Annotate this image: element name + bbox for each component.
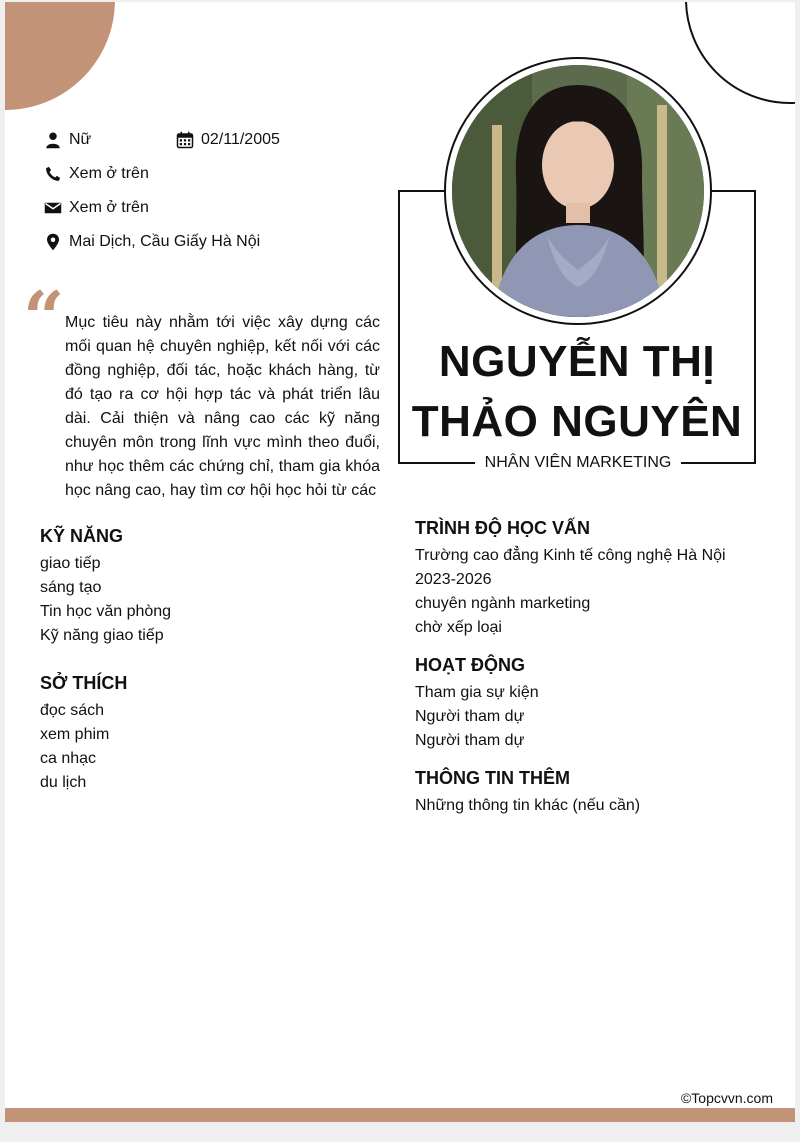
- resume-page: [5, 2, 795, 1122]
- extra-info-list: [415, 794, 640, 818]
- list-item: Người tham dự: [415, 732, 525, 749]
- list-item: chờ xếp loại: [415, 619, 502, 636]
- gender-value: Nữ: [69, 131, 92, 148]
- phone-row: [43, 164, 149, 184]
- hobbies-heading: SỞ THÍCH: [40, 673, 128, 693]
- list-item: Tin học văn phòng: [40, 603, 172, 620]
- name-line-1: NGUYỄN THỊ: [438, 337, 716, 386]
- address-row: [43, 232, 260, 252]
- list-item: chuyên ngành marketing: [415, 595, 591, 612]
- phone-icon: [43, 164, 63, 184]
- list-item: Trường cao đẳng Kinh tế công nghệ Hà Nội: [415, 547, 726, 564]
- list-item: Tham gia sự kiện: [415, 684, 539, 701]
- mail-icon: [43, 198, 63, 218]
- email-row: [43, 198, 149, 218]
- location-pin-icon: [43, 232, 63, 252]
- activities-heading: HOẠT ĐỘNG: [415, 655, 525, 675]
- list-item: ca nhạc: [40, 750, 97, 767]
- decorative-corner-ring: [685, 2, 795, 104]
- email-value: Xem ở trên: [69, 199, 149, 216]
- job-title: NHÂN VIÊN MARKETING: [475, 452, 681, 474]
- list-item: đọc sách: [40, 702, 105, 719]
- quote-icon: “: [23, 275, 65, 360]
- copyright-text: ©Topcvvn.com: [680, 1090, 773, 1106]
- address-value: Mai Dịch, Cầu Giấy Hà Nội: [69, 233, 261, 250]
- career-objective: Mục tiêu này nhằm tới việc xây dựng các mối quan hệ chuyên nghiệp, kết nối với các đồng nghiệp, đối tác, hoặc khách hàng, từ đó tạo ra cơ hội hợp tác và phát triển lâu dài. Cải thiện và nâng cao các kỹ năng chuyên môn trong lĩnh vực mình theo đuổi, như học thêm các chứng chỉ, tham gia khóa học nâng cao, hay tìm cơ hội học hỏi từ các: [65, 314, 380, 499]
- activities-list: [415, 681, 539, 753]
- decorative-corner-circle: [5, 2, 115, 110]
- list-item: du lịch: [40, 774, 87, 791]
- list-item: xem phim: [40, 726, 110, 743]
- person-icon: [43, 130, 63, 150]
- profile-photo: [452, 65, 704, 317]
- phone-value: Xem ở trên: [69, 165, 149, 182]
- bottom-accent-bar: [5, 1108, 795, 1122]
- education-list: [415, 544, 726, 640]
- extra-info-heading: THÔNG TIN THÊM: [415, 768, 570, 788]
- candidate-name: [400, 332, 754, 452]
- skills-list: [40, 552, 171, 648]
- education-heading: TRÌNH ĐỘ HỌC VẤN: [415, 518, 590, 538]
- dob-value: 02/11/2005: [201, 131, 280, 148]
- list-item: 2023-2026: [415, 571, 492, 588]
- calendar-icon: [175, 130, 195, 150]
- gender-row: [43, 130, 91, 150]
- list-item: Kỹ năng giao tiếp: [40, 627, 164, 644]
- list-item: sáng tạo: [40, 579, 102, 596]
- hobbies-list: [40, 699, 109, 795]
- list-item: Người tham dự: [415, 708, 525, 725]
- list-item: giao tiếp: [40, 555, 101, 572]
- name-line-2: THẢO NGUYÊN: [411, 397, 743, 446]
- dob-row: [175, 130, 280, 150]
- list-item: Những thông tin khác (nếu cần): [415, 797, 641, 814]
- skills-heading: KỸ NĂNG: [40, 526, 124, 546]
